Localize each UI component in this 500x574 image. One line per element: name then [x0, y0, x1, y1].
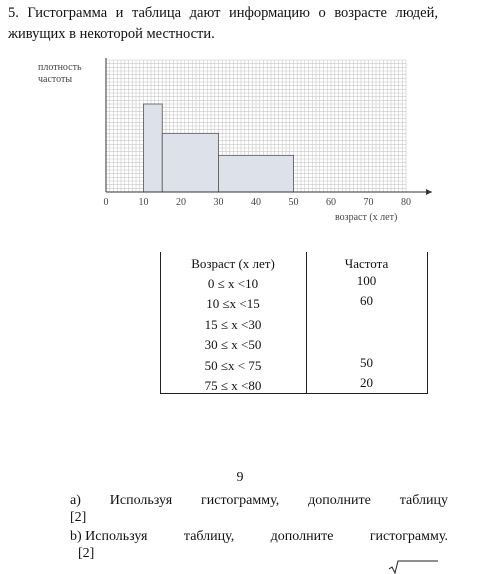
- table-header-frequency: Частота: [344, 256, 389, 271]
- chart-tick-labels: [104, 197, 412, 208]
- x-tick-label: 40: [251, 197, 261, 208]
- task-a-word: а): [70, 493, 81, 508]
- histogram-bar: [144, 104, 163, 192]
- task-b-word: гистограмму.: [369, 529, 448, 544]
- x-tick-label: 80: [401, 197, 411, 208]
- question-text: 5. Гистограмма и таблица дают информацию о возрасте людей, живущих в некоторой местности.: [8, 5, 438, 42]
- x-tick-label: 0: [103, 197, 109, 208]
- table-frequency-cell: 50: [360, 355, 373, 370]
- y-axis-label-line1: плотность: [38, 62, 82, 73]
- y-axis-label-line2: частоты: [38, 74, 73, 85]
- table-age-cell: 0 ≤ x <10: [207, 276, 259, 291]
- table-age-cell: 10 ≤x <15: [206, 296, 260, 311]
- x-axis-label: возраст (x лет): [335, 212, 398, 223]
- task-b-line: [70, 528, 448, 546]
- x-tick-label: 10: [138, 197, 149, 208]
- x-tick-label: 30: [213, 197, 224, 208]
- x-tick-label: 50: [288, 197, 299, 208]
- x-tick-label: 20: [176, 197, 186, 208]
- task-b-word: таблицу,: [183, 529, 235, 544]
- task-a-word: таблицу: [399, 493, 448, 508]
- task-a: [70, 492, 448, 510]
- x-tick-label: 60: [326, 197, 336, 208]
- x-axis-arrow: [426, 189, 432, 195]
- x-tick-label: 70: [363, 197, 374, 208]
- task-b-word: дополните: [270, 529, 334, 544]
- table-frequency-cell: 20: [360, 375, 373, 390]
- task-a-marks: [2]: [70, 510, 87, 525]
- task-a-word: гистограмму,: [201, 493, 280, 508]
- table-frequency-cell: 100: [356, 273, 377, 288]
- task-b-word: b) Используя: [70, 529, 148, 544]
- table-border-right: [427, 252, 428, 394]
- table-header-age: Возраст (x лет): [191, 256, 275, 271]
- task-b-marks: [2]: [78, 546, 95, 561]
- table-age-cell: 50 ≤x < 75: [204, 358, 262, 373]
- frequency-table: [160, 252, 428, 394]
- task-a-line: [70, 492, 448, 510]
- sqrt-symbol-fragment: [388, 560, 438, 574]
- table-age-cell: 30 ≤ x <50: [204, 337, 262, 352]
- task-a-word: дополните: [308, 493, 371, 508]
- task-b: [70, 528, 448, 546]
- task-a-word: Используя: [109, 493, 173, 508]
- page-number: 9: [236, 470, 244, 485]
- histogram-chart: [0, 0, 500, 240]
- table-frequency-cell: 60: [360, 293, 373, 308]
- histogram-bar: [219, 155, 294, 192]
- histogram-bar: [162, 133, 218, 192]
- table-age-cell: 75 ≤ x <80: [204, 378, 262, 393]
- table-age-cell: 15 ≤ x <30: [204, 317, 262, 332]
